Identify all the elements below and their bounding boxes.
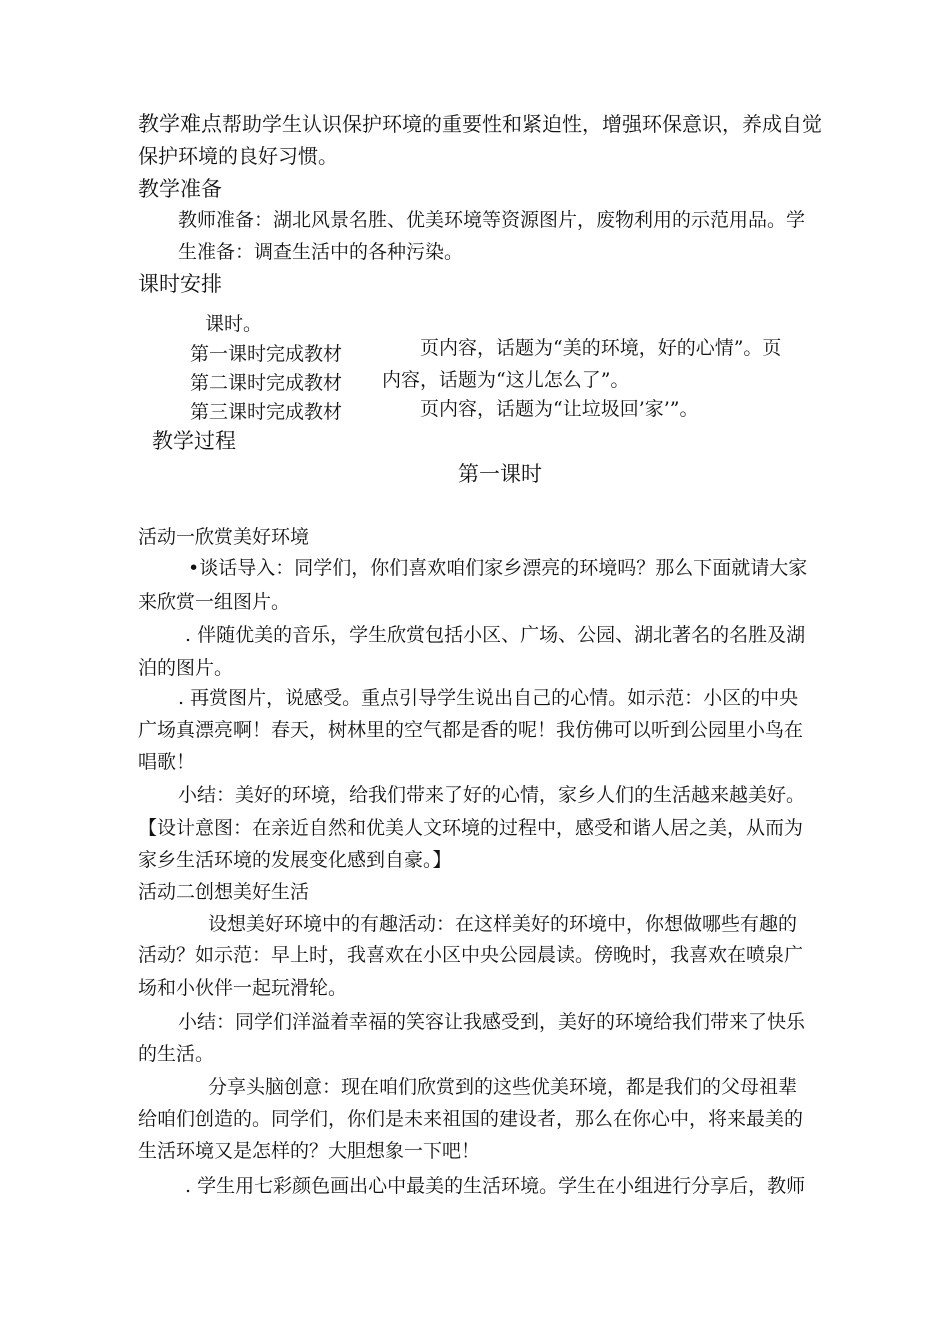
activity2-p1-line2: 活动？如示范：早上时，我喜欢在小区中央公园晨读。傍晚时，我喜欢在喷泉广 bbox=[138, 944, 804, 966]
activity2-title: 活动二创想美好生活 bbox=[138, 881, 310, 903]
activity1-p3-line1: . 再赏图片，说感受。重点引导学生说出自己的心情。如示范：小区的中央 bbox=[178, 687, 799, 709]
activity1-p3-line2: 广场真漂亮啊！春天，树林里的空气都是香的呢！我仿佛可以听到公园里小鸟在 bbox=[138, 719, 804, 741]
difficulty-label: 教学难点 bbox=[138, 112, 222, 136]
schedule-row-3-left: 第三课时完成教材 bbox=[190, 401, 343, 423]
activity1-p2-line1: . 伴随优美的音乐，学生欣赏包括小区、广场、公园、湖北著名的名胜及湖 bbox=[185, 624, 806, 646]
difficulty-text-line2: 保护环境的良好习惯。 bbox=[138, 144, 338, 168]
schedule-intro: 课时。 bbox=[205, 313, 263, 335]
activity1-p1-line1: •谈话导入：同学们，你们喜欢咱们家乡漂亮的环境吗？那么下面就请大家 bbox=[188, 557, 808, 579]
activity1-p2-line2: 泊的图片。 bbox=[138, 657, 234, 679]
process-heading: 教学过程 bbox=[152, 429, 236, 453]
activity1-p1-line2: 来欣赏一组图片。 bbox=[138, 591, 291, 613]
lesson-title: 第一课时 bbox=[458, 462, 542, 486]
schedule-row-1-right: 页内容，话题为“美的环境，好的心情”。页 bbox=[420, 337, 782, 359]
preparation-line2: 生准备：调查生活中的各种污染。 bbox=[178, 241, 464, 263]
schedule-row-2-right: 内容，话题为“这儿怎么了”。 bbox=[382, 369, 630, 391]
activity2-p3-line1: . 学生用七彩颜色画出心中最美的生活环境。学生在小组进行分享后，教师 bbox=[185, 1175, 806, 1197]
difficulty-text-line1: 帮助学生认识保护环境的重要性和紧迫性，增强环保意识，养成自觉 bbox=[222, 112, 822, 136]
activity1-summary: 小结：美好的环境，给我们带来了好的心情，家乡人们的生活越来越美好。 bbox=[178, 784, 806, 806]
activity1-design-line2: 家乡生活环境的发展变化感到自豪。】 bbox=[138, 849, 452, 871]
difficulty-paragraph bbox=[138, 111, 822, 137]
preparation-heading: 教学准备 bbox=[138, 177, 222, 201]
activity2-summary-line2: 的生活。 bbox=[138, 1043, 215, 1065]
preparation-line1: 教师准备：湖北风景名胜、优美环境等资源图片，废物利用的示范用品。学 bbox=[178, 209, 806, 231]
schedule-row-3-right: 页内容，话题为“让垃圾回’家’”。 bbox=[420, 398, 699, 420]
schedule-heading: 课时安排 bbox=[138, 272, 222, 296]
activity1-p3-line3: 唱歌！ bbox=[138, 751, 196, 773]
activity1-design-line1: 【设计意图：在亲近自然和优美人文环境的过程中，感受和谐人居之美，从而为 bbox=[138, 817, 804, 839]
activity2-p2-line1: 分享头脑创意：现在咱们欣赏到的这些优美环境，都是我们的父母祖辈 bbox=[208, 1076, 798, 1098]
schedule-row-1-left: 第一课时完成教材 bbox=[190, 343, 343, 365]
activity2-p1-line1: 设想美好环境中的有趣活动：在这样美好的环境中，你想做哪些有趣的 bbox=[208, 913, 798, 935]
activity2-p2-line2: 给咱们创造的。同学们，你们是未来祖国的建设者，那么在你心中，将来最美的 bbox=[138, 1108, 804, 1130]
activity2-p2-line3: 生活环境又是怎样的？大胆想象一下吧！ bbox=[138, 1140, 481, 1162]
schedule-row-2-left: 第二课时完成教材 bbox=[190, 372, 343, 394]
activity2-p1-line3: 场和小伙伴一起玩滑轮。 bbox=[138, 977, 348, 999]
activity1-title: 活动一欣赏美好环境 bbox=[138, 526, 310, 548]
activity2-summary-line1: 小结：同学们洋溢着幸福的笑容让我感受到，美好的环境给我们带来了快乐 bbox=[178, 1011, 806, 1033]
